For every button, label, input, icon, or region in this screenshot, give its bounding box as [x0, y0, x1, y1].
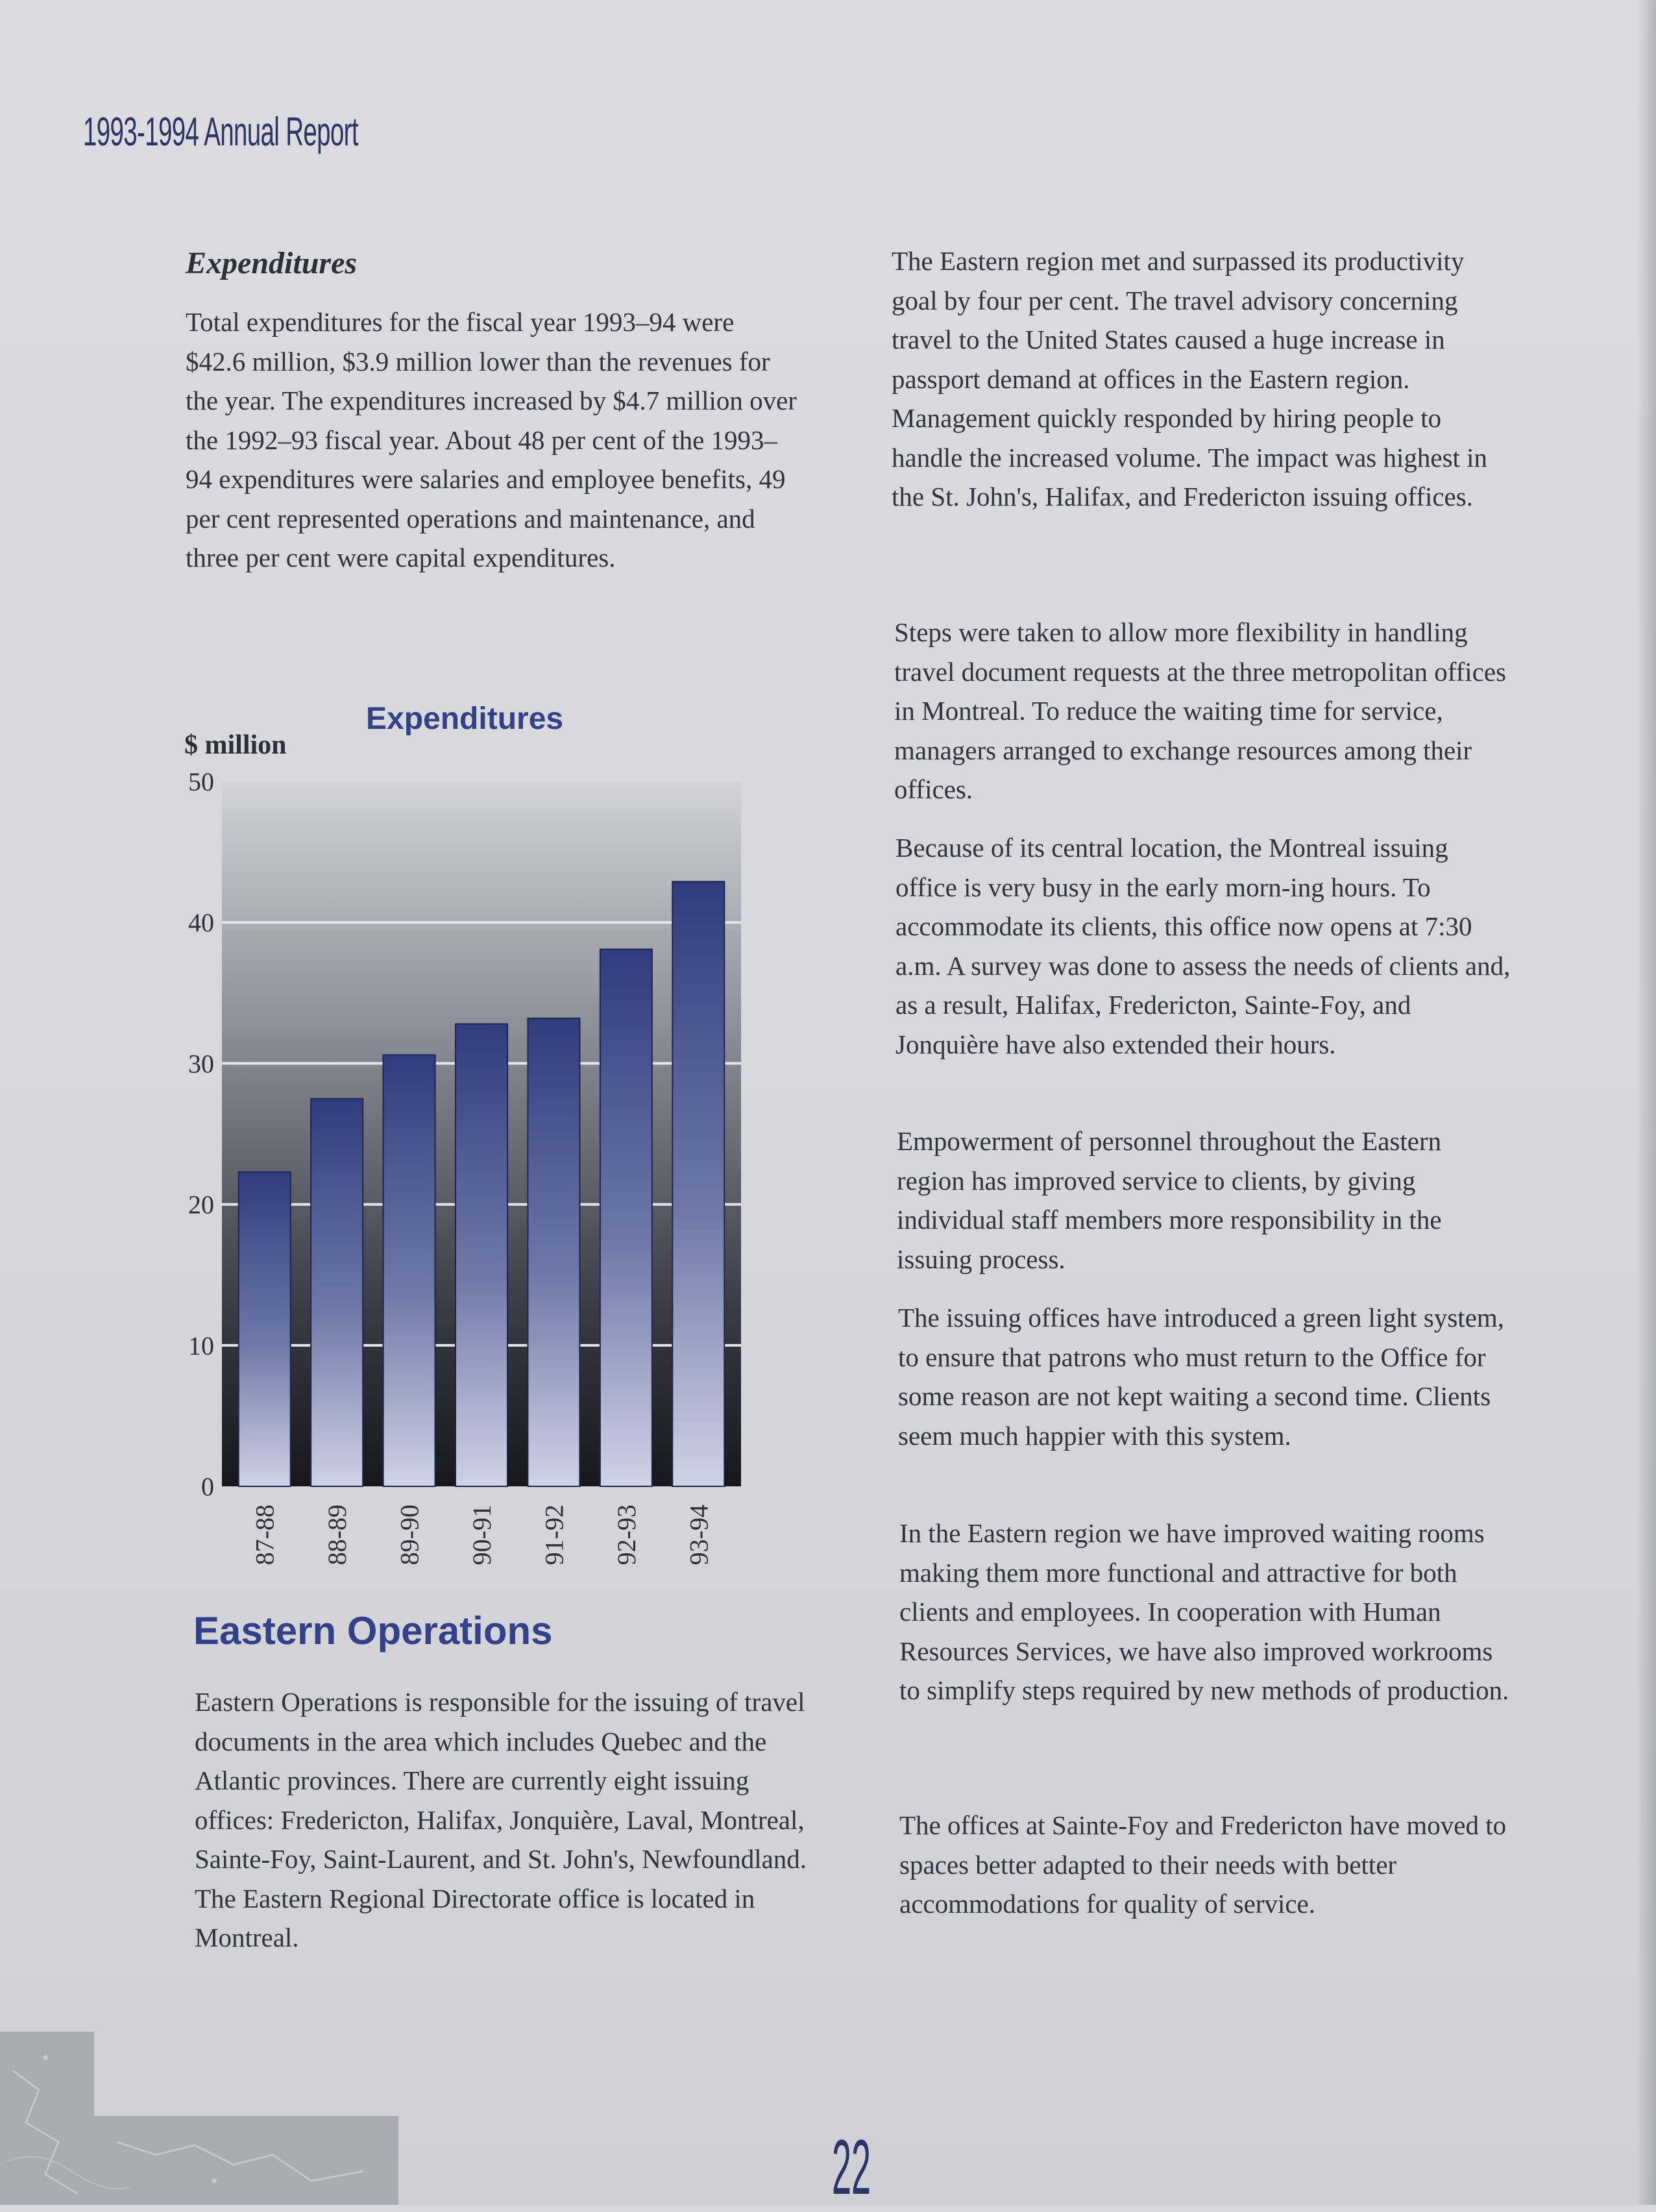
y-tick-label: 50: [188, 767, 214, 796]
eastern-operations-paragraph: Eastern Operations is responsible for the issuing of travel documents in the area which includes Quebec and the Atlantic provinces. There are currently eight issuing offices: Fredericton, Halifax, Jonquière, Laval, Montreal, Sainte-Foy, Saint-Laurent, and St. John's, Newfoundland. The Eastern Regional Directorate office is located in Montreal.: [195, 1687, 807, 1952]
report-title: 1993-1994 Annual Report: [83, 110, 358, 154]
chart-title: Expenditures: [366, 702, 564, 736]
expenditures-paragraph: Total expenditures for the fiscal year 1993–94 were $42.6 million, $3.9 million lower than the revenues for the year. The expenditures increased by $4.7 million over the 1992–93 fiscal year. About 48 per cent of the 1993–94 expenditures were salaries and employee benefits, 49 per cent represented operations and maintenance, and three per cent were capital expenditures.: [186, 307, 797, 572]
x-tick-label: 88-89: [323, 1505, 352, 1566]
chart-x-ticks: [250, 1505, 714, 1565]
decorative-map-corner: [0, 2032, 398, 2205]
right-paragraph-3: Because of its central location, the Montreal issuing office is very busy in the early morn-ing hours. To accommodate its clients, this office now opens at 7:30 a.m. A survey was done to assess the needs of clients and, as a result, Halifax, Fredericton, Sainte-Foy, and Jonquière have also extended their hours.: [895, 833, 1511, 1059]
right-paragraph-6: In the Eastern region we have improved waiting rooms making them more functional and attractive for both clients and employees. In cooperation with Human Resources Services, we have also improved workrooms to simplify steps required by new methods of production.: [899, 1518, 1509, 1705]
bar-92-93: [600, 949, 652, 1486]
x-tick-label: 91-92: [539, 1505, 569, 1566]
x-tick-label: 89-90: [395, 1505, 424, 1566]
page-edge-shadow: [1637, 0, 1656, 2205]
y-tick-label: 40: [188, 908, 214, 938]
bar-93-94: [672, 881, 724, 1486]
page-number: 22: [832, 2124, 871, 2211]
bar-90-91: [456, 1024, 507, 1486]
eastern-operations-heading: Eastern Operations: [193, 1609, 553, 1653]
right-paragraph-2: Steps were taken to allow more flexibility in handling travel document requests at the three metropolitan offices in Montreal. To reduce the waiting time for service, managers arranged to exchange resources among their offices.: [894, 617, 1507, 804]
right-paragraph-4: Empowerment of personnel throughout the Eastern region has improved service to clients, by giving individual staff members more responsibility in the issuing process.: [897, 1126, 1442, 1274]
x-tick-label: 87-88: [250, 1505, 280, 1566]
expenditures-heading: Expenditures: [186, 246, 358, 280]
chart-y-axis-label: $ million: [184, 730, 287, 760]
y-tick-label: 30: [188, 1049, 214, 1079]
bar-91-92: [528, 1018, 579, 1486]
expenditures-bar-chart: [162, 759, 759, 1590]
y-tick-label: 20: [188, 1190, 214, 1220]
right-paragraph-1: The Eastern region met and surpassed its productivity goal by four per cent. The travel advisory concerning travel to the United States caused a huge increase in passport demand at offices in the Eastern region. Management quickly responded by hiring people to handle the increased volume. The impact was highest in the St. John's, Halifax, and Fredericton issuing offices.: [892, 246, 1488, 511]
bar-89-90: [384, 1055, 435, 1486]
x-tick-label: 93-94: [684, 1505, 714, 1566]
chart-y-ticks: [188, 767, 214, 1501]
right-paragraph-5: The issuing offices have introduced a green light system, to ensure that patrons who must return to the Office for some reason are not kept waiting a second time. Clients seem much happier with this system.: [898, 1303, 1505, 1451]
right-paragraph-7: The offices at Sainte-Foy and Fredericton have moved to spaces better adapted to their needs with better accommodations for quality of service.: [899, 1810, 1507, 1919]
y-tick-label: 10: [188, 1331, 214, 1360]
bar-87-88: [239, 1172, 291, 1486]
x-tick-label: 90-91: [467, 1505, 496, 1566]
x-tick-label: 92-93: [611, 1505, 641, 1566]
y-tick-label: 0: [201, 1472, 214, 1501]
bar-88-89: [311, 1099, 363, 1486]
